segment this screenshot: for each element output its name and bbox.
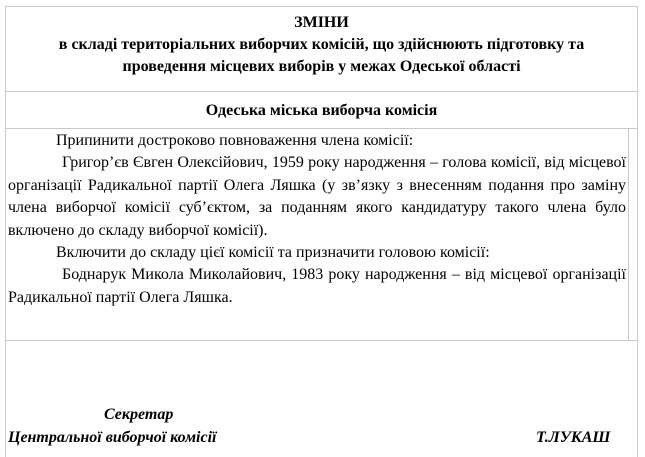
table-left-border: [5, 6, 6, 457]
table-right-border: [637, 6, 638, 457]
table-inner-right-border: [628, 128, 629, 340]
document-subtitle-line2: проведення місцевих виборів у межах Одеської області: [122, 58, 521, 75]
signature-name: Т.ЛУКАШ: [536, 429, 611, 446]
commission-name: Одеська міська виборча комісія: [205, 102, 438, 119]
table-top-border: [5, 6, 638, 7]
table-bottom-border: [5, 340, 638, 341]
table-row-border: [5, 91, 638, 92]
signature-position-line2: Центральної виборчої комісії: [8, 429, 217, 446]
document-title: ЗМІНИ: [294, 14, 349, 31]
include-heading: Включити до складу цієї комісії та призначити головою комісії:: [56, 244, 490, 262]
document-header: [8, 12, 635, 78]
terminate-heading: Припинити достроково повноваження члена комісії:: [56, 132, 414, 149]
table-row-border: [5, 128, 638, 129]
document-subtitle-line1: в складі територіальних виборчих комісій, що здійснюють підготовку та: [58, 36, 585, 53]
document-body: [8, 130, 626, 309]
terminate-text: Григор’єв Євген Олексійович, 1959 року народження – голова комісії, від місцевої організації Радикальної партії Олега Ляшка (у зв’язку з внесенням подання про заміну члена виборчої комісії суб’єктом, за поданням якого кандидатуру такого члена було включено до складу виборчої комісії).: [8, 154, 626, 239]
signature-position-line1: Секретар: [104, 406, 174, 423]
include-text: Боднарук Микола Миколайович, 1983 року народження – від місцевої організації Радикальної партії Олега Ляшка.: [8, 266, 626, 306]
